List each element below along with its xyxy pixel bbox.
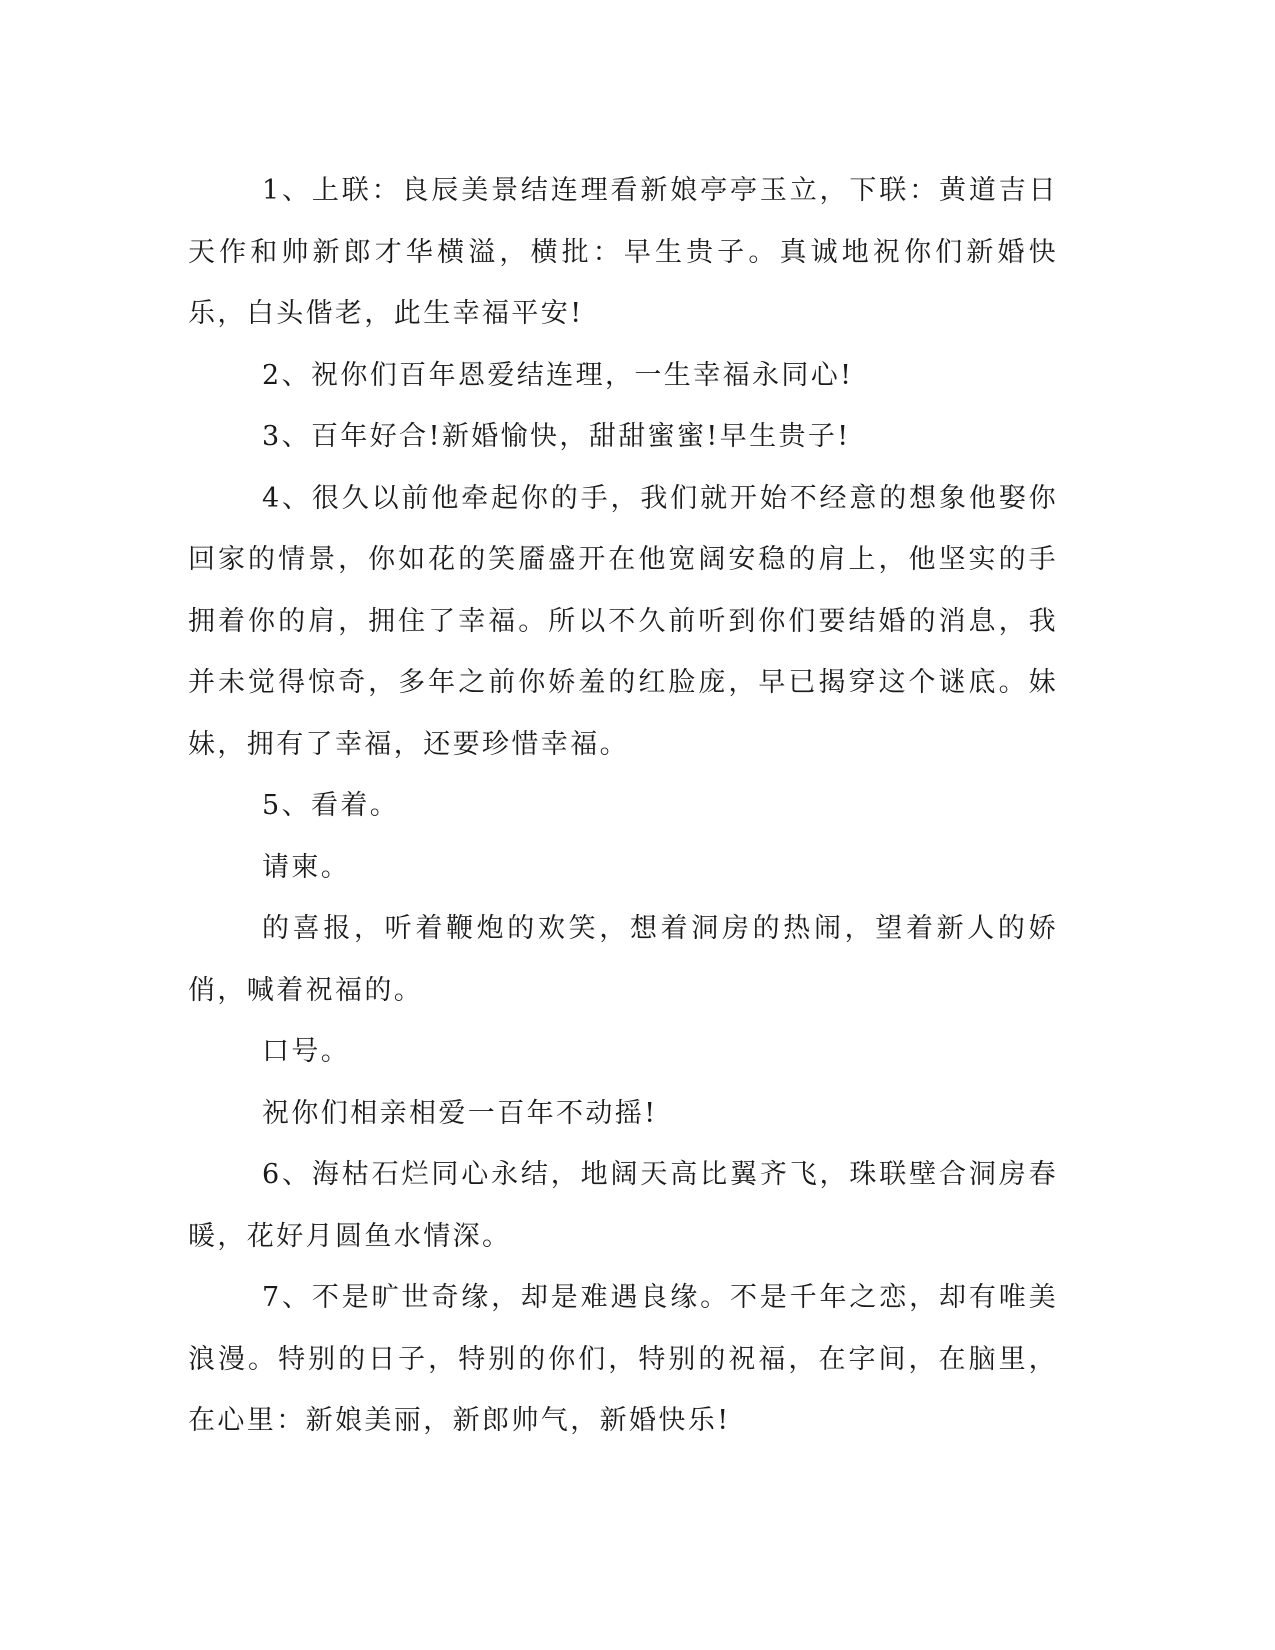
paragraph-10: 6、海枯石烂同心永结，地阔天高比翼齐飞，珠联壁合洞房春暖，花好月圆鱼水情深。 <box>188 1159 1058 1252</box>
paragraph-5: 5、看着。 <box>262 790 400 821</box>
paragraph-3: 3、百年好合!新婚愉快，甜甜蜜蜜!早生贵子! <box>262 421 851 452</box>
paragraph-1: 1、上联：良辰美景结连理看新娘亭亭玉立，下联：黄道吉日天作和帅新郎才华横溢，横批：早生贵子。真诚地祝你们新婚快乐，白头偕老，此生幸福平安! <box>188 175 1058 329</box>
document-body <box>188 160 1058 1452</box>
paragraph-2: 2、祝你们百年恩爱结连理，一生幸福永同心! <box>262 359 854 391</box>
paragraph-9: 祝你们相亲相爱一百年不动摇! <box>262 1097 658 1129</box>
paragraph-6: 请柬。 <box>262 851 351 883</box>
paragraph-11: 7、不是旷世奇缘，却是难遇良缘。不是千年之恋，却有唯美浪漫。特别的日子，特别的你们，特别的祝福，在字间，在脑里，在心里：新娘美丽，新郎帅气，新婚快乐! <box>188 1282 1058 1436</box>
paragraph-8: 口号。 <box>262 1036 351 1067</box>
paragraph-7: 的喜报，听着鞭炮的欢笑，想着洞房的热闹，望着新人的娇俏，喊着祝福的。 <box>188 913 1058 1006</box>
paragraph-4: 4、很久以前他牵起你的手，我们就开始不经意的想象他娶你回家的情景，你如花的笑靥盛开在他宽阔安稳的肩上，他坚实的手拥着你的肩，拥住了幸福。所以不久前听到你们要结婚的消息，我并未觉得惊奇，多年之前你娇羞的红脸庞，早已揭穿这个谜底。妹妹，拥有了幸福，还要珍惜幸福。 <box>188 482 1058 760</box>
